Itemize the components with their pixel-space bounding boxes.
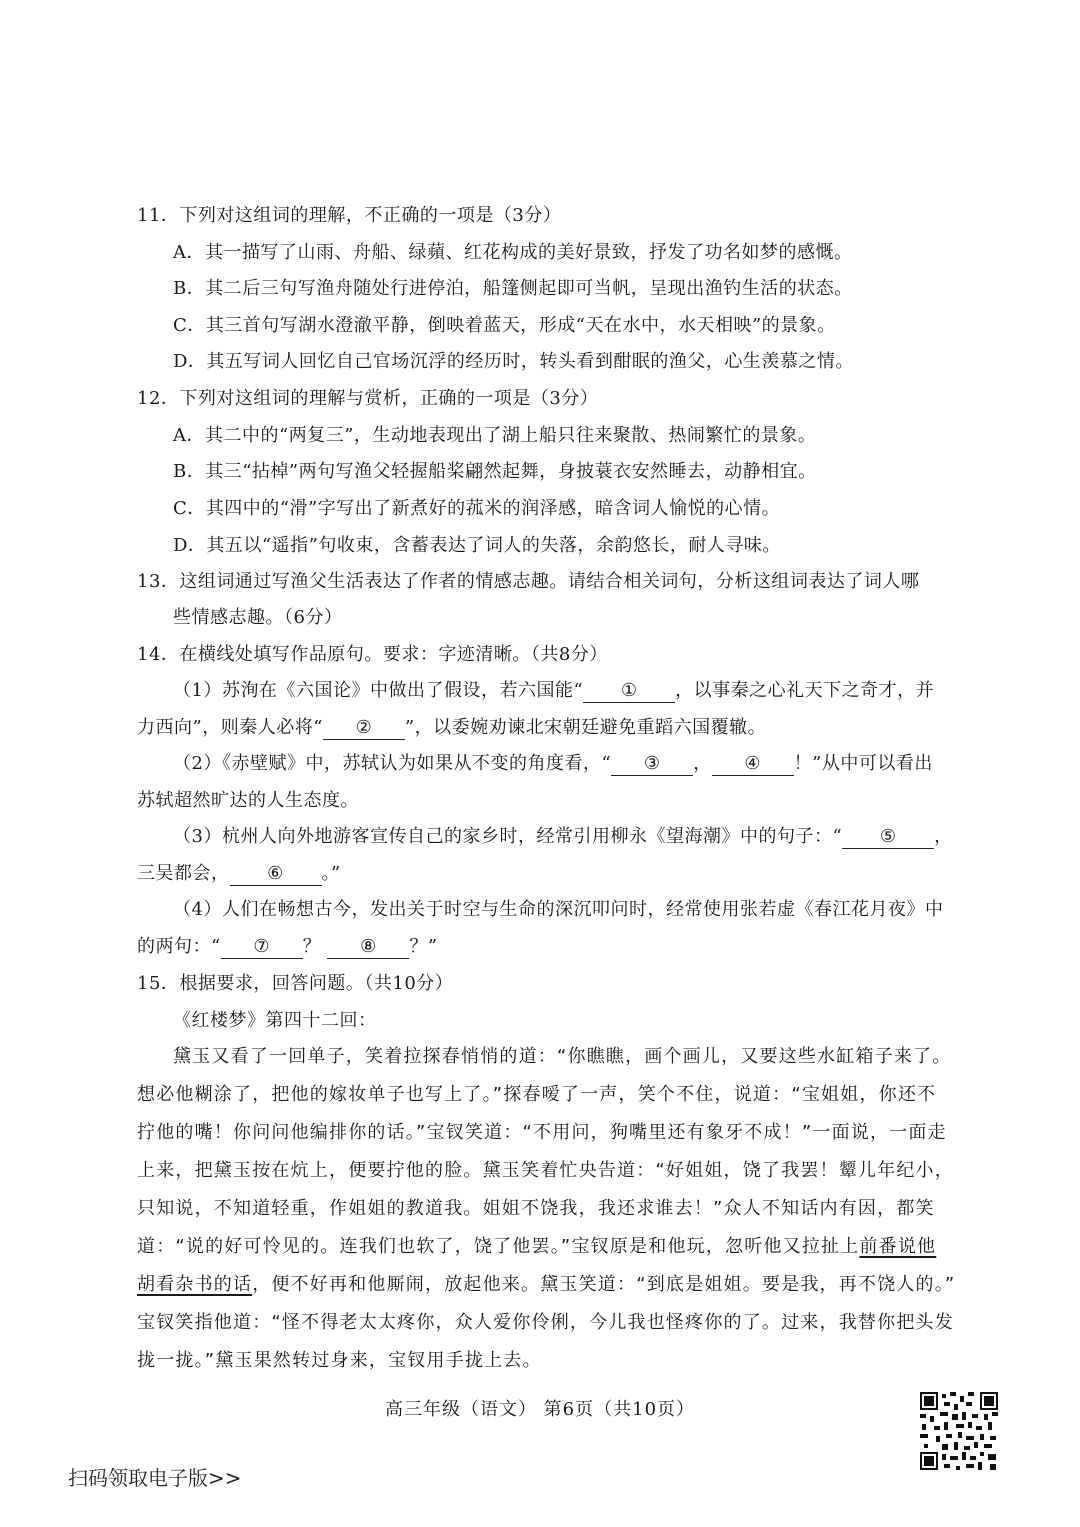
blank-7[interactable]: ⑦ [221, 936, 303, 959]
q11-option-a: A．其一描写了山雨、舟船、绿蘋、红花构成的美好景致，抒发了功名如梦的感慨。 [173, 242, 853, 263]
blank-4[interactable]: ④ [712, 753, 794, 776]
q14-part4-line1: （4）人们在畅想古今，发出关于时空与生命的深沉叩问时，经常使用张若虚《春江花月夜》中 [173, 899, 944, 920]
q14-part1-line2: 力西向”，则秦人必将“ ② ”，以委婉劝谏北宋朝廷避免重蹈六国覆辙。 [137, 717, 767, 738]
q12-stem: 12．下列对这组词的理解与赏析，正确的一项是（3分） [137, 388, 599, 409]
q14-part3-line1: （3）杭州人向外地游客宣传自己的家乡时，经常引用柳永《望海潮》中的句子：“ ⑤ ， [173, 826, 953, 847]
q13-line2: 些情感志趣。（6分） [173, 607, 343, 628]
q11-option-b: B．其二后三句写渔舟随处行进停泊，船篷侧起即可当帆，呈现出渔钓生活的状态。 [173, 278, 853, 299]
q15-source: 《红楼梦》第四十二回： [173, 1010, 377, 1031]
blank-2[interactable]: ② [323, 717, 405, 740]
passage-line: 上来，把黛玉按在炕上，便要拧他的脸。黛玉笑着忙央告道：“好姐姐，饶了我罢！颦儿年纪小， [137, 1160, 954, 1181]
q11-emphasis: 不正确 [364, 205, 420, 226]
passage-line: 拢一拢。”黛玉果然转过身来，宝钗用手拢上去。 [137, 1350, 542, 1371]
passage-line: 宝钗笑指他道：“怪不得老太太疼你，众人爱你伶俐，今儿我也怪疼你的了。过来，我替你把头发 [137, 1312, 954, 1333]
underlined-phrase: 前番说他 [859, 1236, 937, 1257]
q11-option-d: D．其五写词人回忆自己官场沉浮的经历时，转头看到酣眠的渔父，心生羡慕之情。 [173, 351, 854, 372]
q15-stem: 15．根据要求，回答问题。（共10分） [137, 973, 454, 994]
q12-option-c: C．其四中的“滑”字写出了新煮好的菰米的润泽感，暗含词人愉悦的心情。 [173, 498, 781, 519]
blank-5[interactable]: ⑤ [842, 826, 934, 849]
passage-line: 胡看杂书的话，便不好再和他厮闹，放起他来。黛玉笑道：“到底是姐姐。要是我，再不饶人的。” [137, 1274, 956, 1295]
q13-line1: 13．这组词通过写渔父生活表达了作者的情感志趣。请结合相关词句，分析这组词表达了词人哪 [137, 571, 920, 592]
q14-part1-line1: （1）苏洵在《六国论》中做出了假设，若六国能“ ① ，以事秦之心礼天下之奇才，并 [173, 680, 935, 701]
q11-stem: 11．下列对这组词的理解，不正确的一项是（3分） [137, 205, 562, 226]
q14-stem: 14．在横线处填写作品原句。要求：字迹清晰。（共8分） [137, 644, 608, 665]
q12-option-d: D．其五以“遥指”句收束，含蓄表达了词人的失落，余韵悠长，耐人寻味。 [173, 535, 781, 556]
underlined-phrase: 胡看杂书的话 [137, 1274, 253, 1295]
q12-option-a: A．其二中的“两复三”，生动地表现出了湖上船只往来聚散、热闹繁忙的景象。 [173, 425, 817, 446]
blank-1[interactable]: ① [583, 680, 675, 703]
passage-line: 道：“说的好可怜见的。连我们也软了，饶了他罢。”宝钗原是和他玩，忽听他又拉扯上前番说他 [137, 1236, 937, 1257]
page-footer: 高三年级（语文） 第6页（共10页） [384, 1399, 696, 1420]
blank-8[interactable]: ⑧ [327, 936, 409, 959]
q14-part3-line2: 三吴都会， ⑥ 。” [137, 863, 341, 884]
passage-line: 黛玉又看了一回单子，笑着拉探春悄悄的道：“你瞧瞧，画个画儿，又要这些水缸箱子来了。 [173, 1046, 952, 1067]
passage-line: 拧他的嘴！你问问他编排你的话。”宝钗笑道：“不用问，狗嘴里还有象牙不成！”一面说，一面走 [137, 1122, 947, 1143]
qr-code-icon[interactable] [918, 1390, 1000, 1472]
q11-option-c: C．其三首句写湖水澄澈平静，倒映着蓝天，形成“天在水中，水天相映”的景象。 [173, 315, 836, 336]
q14-part2-line1: （2）《赤壁赋》中，苏轼认为如果从不变的角度看，“ ③ ， ④ ！”从中可以看出 [173, 753, 933, 774]
passage-line: 想必他糊涂了，把他的嫁妆单子也写上了。”探春嗳了一声，笑个不住，说道：“宝姐姐，你还不 [137, 1084, 937, 1105]
passage-line: 只知说，不知道轻重，作姐姐的教道我。姐姐不饶我，我还求谁去！”众人不知话内有因，都笑 [137, 1198, 935, 1219]
q12-option-b: B．其三“拈棹”两句写渔父轻握船桨翩然起舞，身披蓑衣安然睡去，动静相宜。 [173, 461, 817, 482]
q14-part4-line2: 的两句：“ ⑦ ？ ⑧ ？” [137, 936, 438, 957]
scan-label[interactable]: 扫码领取电子版>> [68, 1466, 242, 1490]
q14-part2-line2: 苏轼超然旷达的人生态度。 [137, 790, 359, 811]
blank-3[interactable]: ③ [611, 753, 693, 776]
blank-6[interactable]: ⑥ [230, 863, 322, 886]
